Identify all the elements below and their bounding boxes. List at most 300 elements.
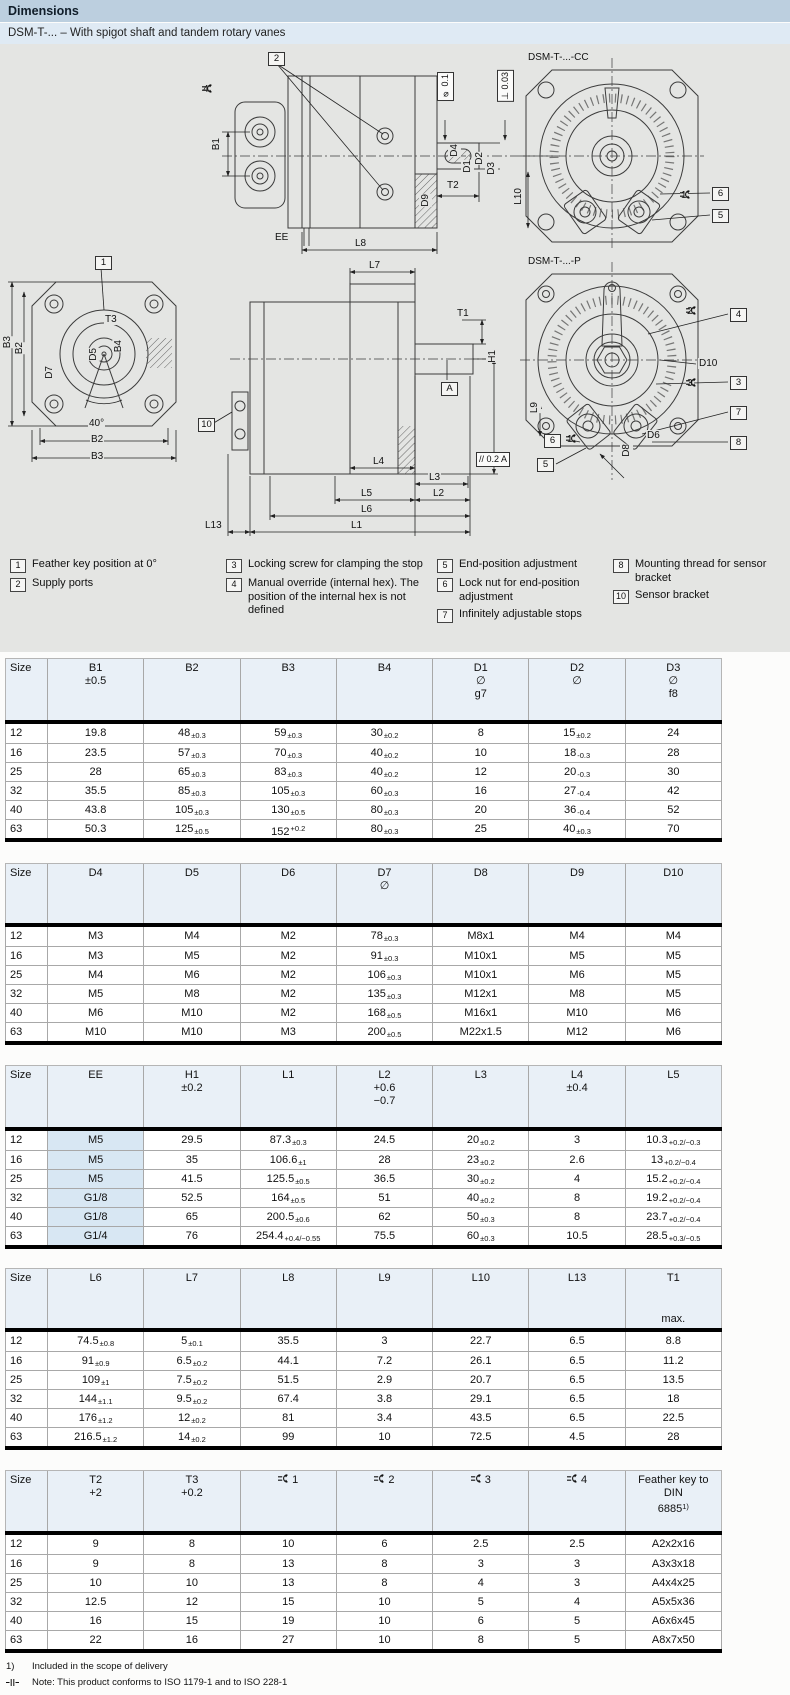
column-header: L13 xyxy=(528,1269,624,1328)
drawing-area xyxy=(0,44,790,652)
table-cell: 12 xyxy=(10,1538,23,1550)
table-cell: 8.8 xyxy=(625,1332,721,1351)
column-header: D8 xyxy=(432,864,528,923)
table-cell: M10 xyxy=(528,1004,624,1022)
legend-item-2 xyxy=(10,577,215,592)
table-cell: 25 xyxy=(10,1173,23,1185)
table-cell: 28 xyxy=(625,1428,721,1446)
legend-column xyxy=(226,558,424,622)
table-row xyxy=(5,984,722,1003)
table-cell: M6 xyxy=(47,1004,143,1022)
legend-item-8 xyxy=(613,558,781,585)
table-cell: 43.5 xyxy=(432,1409,528,1427)
legend-item-4 xyxy=(226,577,424,618)
table-cell: M10 xyxy=(143,1023,239,1041)
legend-number: 1 xyxy=(10,559,26,573)
column-header: D7 ∅ xyxy=(336,864,432,923)
table-cell: 25 xyxy=(10,1374,23,1386)
table-cell: 27 xyxy=(240,1631,336,1649)
table-cell: 125±0.5 xyxy=(143,820,239,838)
table-cell: 106±0.3 xyxy=(336,966,432,984)
wrench-icon xyxy=(278,1474,290,1483)
table-cell: 26.1 xyxy=(432,1352,528,1370)
table-cell: 2.6 xyxy=(528,1151,624,1169)
table-cell: 109±1 xyxy=(47,1371,143,1389)
table-cell: 4 xyxy=(528,1593,624,1611)
drawing-label-L8: L8 xyxy=(355,238,367,249)
column-header: D10 xyxy=(625,864,721,923)
table-cell: 35.5 xyxy=(240,1332,336,1351)
table-cell: 16 xyxy=(10,1355,23,1367)
table-cell: 22.5 xyxy=(625,1409,721,1427)
table-cell: 63 xyxy=(10,1230,23,1242)
column-header: Size xyxy=(10,1272,32,1284)
page-title: Dimensions xyxy=(0,0,790,22)
column-header: L1 xyxy=(240,1066,336,1127)
table-row xyxy=(5,800,722,819)
table-row xyxy=(5,1150,722,1169)
table-cell: 4.5 xyxy=(528,1428,624,1446)
table-cell: M3 xyxy=(47,947,143,965)
callout-box-7: 7 xyxy=(730,406,747,420)
table-bottom-rule xyxy=(5,1446,722,1450)
table-row xyxy=(5,1630,722,1649)
table-cell: 32 xyxy=(10,785,23,797)
table-cell: A5x5x36 xyxy=(625,1593,721,1611)
table-cell: 99 xyxy=(240,1428,336,1446)
table-cell: 8 xyxy=(528,1208,624,1226)
table-cell: M8 xyxy=(143,985,239,1003)
table-cell: 12.5 xyxy=(47,1593,143,1611)
table-cell: 2.9 xyxy=(336,1371,432,1389)
drawing-label-B1: B1 xyxy=(211,138,222,151)
table-cell: 3 xyxy=(528,1574,624,1592)
table-cell: 8 xyxy=(432,724,528,743)
column-header: 4 xyxy=(528,1471,624,1531)
table-cell: 52.5 xyxy=(143,1189,239,1207)
legend-number: 5 xyxy=(437,559,453,573)
dim-table-T2-featherkey xyxy=(5,1470,722,1653)
table-cell: 13.5 xyxy=(625,1371,721,1389)
table-cell: 36.5 xyxy=(336,1170,432,1188)
table-bottom-rule xyxy=(5,1245,722,1249)
subtitle: DSM-T-... – With spigot shaft and tandem rotary vanes xyxy=(0,23,790,44)
drawing-label-B4: B4 xyxy=(113,340,124,353)
drawing-label-B2: B2 xyxy=(14,342,25,355)
table-cell: 144±1.1 xyxy=(47,1390,143,1408)
wrench-icon xyxy=(471,1474,483,1483)
wrench-icon xyxy=(374,1474,386,1483)
drawing-label-T2: T2 xyxy=(447,180,459,191)
table-cell: 8 xyxy=(336,1555,432,1573)
drawing-label-D2: D2 xyxy=(474,152,485,165)
table-cell: 59±0.3 xyxy=(240,724,336,743)
table-cell: 16 xyxy=(10,1558,23,1570)
dim-table-B-D3 xyxy=(5,658,722,842)
table-cell: M10x1 xyxy=(432,947,528,965)
table-cell: M4 xyxy=(143,927,239,946)
table-cell: 105±0.3 xyxy=(240,782,336,800)
callout-box-5: 5 xyxy=(712,209,729,223)
table-cell: 2.5 xyxy=(528,1535,624,1554)
table-cell: 70 xyxy=(625,820,721,838)
wrench-icon xyxy=(686,306,698,315)
table-row xyxy=(5,1207,722,1226)
table-cell: 85±0.3 xyxy=(143,782,239,800)
dim-table-EE-L5 xyxy=(5,1065,722,1249)
table-cell: 9 xyxy=(47,1555,143,1573)
table-cell: 8 xyxy=(143,1535,239,1554)
column-header: H1 ±0.2 xyxy=(143,1066,239,1127)
table-cell: M2 xyxy=(240,966,336,984)
legend-column xyxy=(10,558,215,596)
legend-text: End-position adjustment xyxy=(459,558,578,570)
table-cell: 60±0.3 xyxy=(432,1227,528,1245)
column-header: B3 xyxy=(240,659,336,720)
table-cell: 2.5 xyxy=(432,1535,528,1554)
column-header: L10 xyxy=(432,1269,528,1328)
column-header: D6 xyxy=(240,864,336,923)
table-cell: $152^{+0.2}$ xyxy=(240,820,336,838)
table-cell: 7.5±0.2 xyxy=(143,1371,239,1389)
legend-number: 10 xyxy=(613,590,629,604)
table-row xyxy=(5,1611,722,1630)
drawing-label-D4: D4 xyxy=(449,144,460,157)
drawing-label-L2: L2 xyxy=(433,488,445,499)
wrench-label-1: 1 xyxy=(566,434,574,445)
table-cell: 40 xyxy=(10,1007,23,1019)
table-cell: 76 xyxy=(143,1227,239,1245)
table-cell: 10.5 xyxy=(528,1227,624,1245)
table-cell: 75.5 xyxy=(336,1227,432,1245)
table-row xyxy=(5,1351,722,1370)
drawing-label-D7: D7 xyxy=(44,366,55,379)
table-cell: M5 xyxy=(528,947,624,965)
table-cell: 6.5 xyxy=(528,1352,624,1370)
table-cell: 15.2+0.2/−0.4 xyxy=(625,1170,721,1188)
legend-text: Supply ports xyxy=(32,577,94,589)
wrench-label-3: 3 xyxy=(686,378,694,389)
table-cell: 8 xyxy=(528,1189,624,1207)
drawing-label-L3: L3 xyxy=(429,472,441,483)
legend-number: 8 xyxy=(613,559,629,573)
table-cell: 4 xyxy=(432,1574,528,1592)
callout-box-6: 6 xyxy=(712,187,729,201)
drawing-label-B3: B3 xyxy=(2,336,13,349)
table-cell: 3.8 xyxy=(336,1390,432,1408)
table-cell: 25 xyxy=(10,766,23,778)
table-row xyxy=(5,762,722,781)
column-header: L8 xyxy=(240,1269,336,1328)
table-cell: M2 xyxy=(240,927,336,946)
table-cell: 50±0.3 xyxy=(432,1208,528,1226)
legend-number: 7 xyxy=(437,609,453,623)
column-header: T3 +0.2 xyxy=(143,1471,239,1531)
table-cell: G1/8 xyxy=(47,1208,143,1226)
table-cell: 28 xyxy=(625,744,721,762)
table-cell: 105±0.3 xyxy=(143,801,239,819)
drawing-label-B3: B3 xyxy=(91,451,104,462)
table-row xyxy=(5,1226,722,1245)
column-header: Size xyxy=(10,1069,32,1081)
table-bottom-rule xyxy=(5,838,722,842)
table-cell: 15±0.2 xyxy=(528,724,624,743)
column-header: L2 +0.6 −0.7 xyxy=(336,1066,432,1127)
drawing-label-L4: L4 xyxy=(373,456,385,467)
table-cell: A3x3x18 xyxy=(625,1555,721,1573)
table-cell: 6.5 xyxy=(528,1409,624,1427)
table-cell: 72.5 xyxy=(432,1428,528,1446)
table-cell: 24 xyxy=(625,724,721,743)
column-header: D9 xyxy=(528,864,624,923)
table-cell: A4x4x25 xyxy=(625,1574,721,1592)
table-cell: 22.7 xyxy=(432,1332,528,1351)
table-row xyxy=(5,927,722,946)
table-cell: M5 xyxy=(47,1131,143,1150)
callout-box-⌀ 0.1: ⌀ 0.1 xyxy=(437,72,454,101)
table-cell: 5±0.1 xyxy=(143,1332,239,1351)
table-cell: M10 xyxy=(47,1023,143,1041)
column-header: T2 +2 xyxy=(47,1471,143,1531)
table-cell: 43.8 xyxy=(47,801,143,819)
table-cell: 106.6±1 xyxy=(240,1151,336,1169)
table-header-row xyxy=(5,1470,722,1531)
table-cell: 25 xyxy=(432,820,528,838)
table-header-row xyxy=(5,1268,722,1328)
table-cell: 125.5±0.5 xyxy=(240,1170,336,1188)
table-cell: 29.1 xyxy=(432,1390,528,1408)
column-header: 3 xyxy=(432,1471,528,1531)
table-cell: 35.5 xyxy=(47,782,143,800)
legend-column xyxy=(437,558,602,627)
legend-number: 2 xyxy=(10,578,26,592)
drawing-label-L7: L7 xyxy=(369,260,381,271)
table-cell: 81 xyxy=(240,1409,336,1427)
legend-item-7 xyxy=(437,608,602,623)
table-cell: G1/4 xyxy=(47,1227,143,1245)
legend-item-6 xyxy=(437,577,602,604)
table-cell: 3 xyxy=(528,1131,624,1150)
column-header: D1 ∅ g7 xyxy=(432,659,528,720)
table-cell: M8x1 xyxy=(432,927,528,946)
table-cell: 4 xyxy=(528,1170,624,1188)
table-cell: 65±0.3 xyxy=(143,763,239,781)
table-cell: M10 xyxy=(143,1004,239,1022)
table-cell: 14±0.2 xyxy=(143,1428,239,1446)
footnote xyxy=(6,1676,287,1689)
table-cell: 87.3±0.3 xyxy=(240,1131,336,1150)
column-header: L5 xyxy=(625,1066,721,1127)
table-cell: 135±0.3 xyxy=(336,985,432,1003)
table-cell: 5 xyxy=(432,1593,528,1611)
table-cell: 9 xyxy=(47,1535,143,1554)
table-cell: 60±0.3 xyxy=(336,782,432,800)
table-cell: 32 xyxy=(10,988,23,1000)
table-cell: 20-0.3 xyxy=(528,763,624,781)
callout-box-2: 2 xyxy=(268,52,285,66)
table-cell: 35 xyxy=(143,1151,239,1169)
legend-text: Mounting thread for sensor bracket xyxy=(635,558,767,584)
table-cell: M8 xyxy=(528,985,624,1003)
wrench-icon xyxy=(686,378,698,387)
callout-box-3: 3 xyxy=(730,376,747,390)
table-cell: 9.5±0.2 xyxy=(143,1390,239,1408)
table-cell: M12 xyxy=(528,1023,624,1041)
table-cell: 3 xyxy=(336,1332,432,1351)
table-cell: 63 xyxy=(10,1026,23,1038)
table-cell: 29.5 xyxy=(143,1131,239,1150)
table-cell: M5 xyxy=(47,1170,143,1188)
table-cell: 30 xyxy=(625,763,721,781)
drawing-label-L13: L13 xyxy=(205,520,222,531)
column-header: Size xyxy=(10,867,32,879)
table-cell: 130±0.5 xyxy=(240,801,336,819)
table-cell: 216.5±1.2 xyxy=(47,1428,143,1446)
table-cell: 91±0.3 xyxy=(336,947,432,965)
table-bottom-rule xyxy=(5,1649,722,1653)
table-cell: 8 xyxy=(336,1574,432,1592)
table-row xyxy=(5,1332,722,1351)
table-cell: M10x1 xyxy=(432,966,528,984)
table-cell: M6 xyxy=(143,966,239,984)
drawing-label-L5: L5 xyxy=(361,488,373,499)
table-cell: 30±0.2 xyxy=(432,1170,528,1188)
drawing-label-L6: L6 xyxy=(361,504,373,515)
table-cell: G1/8 xyxy=(47,1189,143,1207)
column-header: L3 xyxy=(432,1066,528,1127)
table-cell: 3 xyxy=(432,1555,528,1573)
column-header: L9 xyxy=(336,1269,432,1328)
legend-text: Locking screw for clamping the stop xyxy=(248,558,423,570)
table-cell: 57±0.3 xyxy=(143,744,239,762)
table-cell: 63 xyxy=(10,1431,23,1443)
drawing-label-DSM-T-...-P: DSM-T-...-P xyxy=(528,256,581,267)
footnote-marker: 1) xyxy=(6,1661,15,1672)
legend-number: 6 xyxy=(437,578,453,592)
technical-drawing xyxy=(0,44,790,558)
table-cell: 40 xyxy=(10,804,23,816)
table-cell: 10 xyxy=(336,1631,432,1649)
table-cell: 40±0.2 xyxy=(336,744,432,762)
drawing-label-H1: H1 xyxy=(487,350,498,363)
drawing-label-L10: L10 xyxy=(513,188,524,205)
table-cell: 19 xyxy=(240,1612,336,1630)
table-cell: 10 xyxy=(47,1574,143,1592)
table-row xyxy=(5,743,722,762)
table-cell: 28 xyxy=(336,1151,432,1169)
table-cell: 32 xyxy=(10,1192,23,1204)
table-cell: 13 xyxy=(240,1555,336,1573)
table-cell: 30±0.2 xyxy=(336,724,432,743)
table-cell: 28.5+0.3/−0.5 xyxy=(625,1227,721,1245)
drawing-label-T3: T3 xyxy=(105,314,117,325)
table-cell: 65 xyxy=(143,1208,239,1226)
legend-text: Manual override (internal hex). The position of the internal hex is not defined xyxy=(248,577,419,616)
wrench-icon xyxy=(202,84,214,93)
table-row xyxy=(5,1554,722,1573)
table-cell: 23.7+0.2/−0.4 xyxy=(625,1208,721,1226)
table-cell: 10 xyxy=(336,1593,432,1611)
table-row xyxy=(5,1370,722,1389)
table-cell: 6.5 xyxy=(528,1390,624,1408)
table-row xyxy=(5,1408,722,1427)
table-cell: 6.5±0.2 xyxy=(143,1352,239,1370)
legend-item-3 xyxy=(226,558,424,573)
callout-box-6: 6 xyxy=(544,434,561,448)
column-header: L4 ±0.4 xyxy=(528,1066,624,1127)
table-cell: 36-0.4 xyxy=(528,801,624,819)
table-cell: 16 xyxy=(10,950,23,962)
table-row xyxy=(5,1573,722,1592)
table-cell: M5 xyxy=(625,985,721,1003)
drawing-label-L1: L1 xyxy=(351,520,363,531)
table-cell: 63 xyxy=(10,823,23,835)
table-cell: 16 xyxy=(143,1631,239,1649)
table-cell: 12 xyxy=(10,727,23,739)
table-cell: 67.4 xyxy=(240,1390,336,1408)
table-cell: 6.5 xyxy=(528,1332,624,1351)
table-cell: 15 xyxy=(240,1593,336,1611)
drawing-label-DSM-T-...-CC: DSM-T-...-CC xyxy=(528,52,589,63)
drawing-label-D10: D10 xyxy=(699,358,718,369)
table-cell: 22 xyxy=(47,1631,143,1649)
legend-text: Infinitely adjustable stops xyxy=(459,608,582,620)
callout-box-⊥ 0.03: ⊥ 0.03 xyxy=(497,70,514,102)
table-cell: 254.4+0.4/−0.55 xyxy=(240,1227,336,1245)
legend-text: Lock nut for end-position adjustment xyxy=(459,577,580,603)
table-cell: 19.2+0.2/−0.4 xyxy=(625,1189,721,1207)
table-row xyxy=(5,1592,722,1611)
wrench-icon xyxy=(566,434,578,443)
table-cell: 8 xyxy=(143,1555,239,1573)
column-header: Size xyxy=(10,662,32,674)
legend-number: 3 xyxy=(226,559,242,573)
table-cell: 52 xyxy=(625,801,721,819)
callout-box-4: 4 xyxy=(730,308,747,322)
table-cell: 13 xyxy=(240,1574,336,1592)
table-cell: 70±0.3 xyxy=(240,744,336,762)
table-cell: 51.5 xyxy=(240,1371,336,1389)
table-row xyxy=(5,946,722,965)
table-cell: 40±0.3 xyxy=(528,820,624,838)
table-cell: 91±0.9 xyxy=(47,1352,143,1370)
table-cell: 200.5±0.6 xyxy=(240,1208,336,1226)
table-cell: M2 xyxy=(240,947,336,965)
drawing-label-D6: D6 xyxy=(647,430,660,441)
table-row xyxy=(5,1131,722,1150)
table-cell: 78±0.3 xyxy=(336,927,432,946)
drawing-label-D5: D5 xyxy=(88,348,99,361)
wrench-label-1: 1 xyxy=(680,190,688,201)
table-cell: 12 xyxy=(10,930,23,942)
table-row xyxy=(5,1169,722,1188)
table-row xyxy=(5,1003,722,1022)
table-header-row xyxy=(5,863,722,923)
table-cell: 28 xyxy=(47,763,143,781)
table-cell: 80±0.3 xyxy=(336,801,432,819)
fitting-icon xyxy=(6,1676,32,1689)
table-cell: M5 xyxy=(47,985,143,1003)
column-header: 1 xyxy=(240,1471,336,1531)
table-cell: 40±0.2 xyxy=(336,763,432,781)
table-row xyxy=(5,819,722,838)
column-header: T1 max. xyxy=(625,1269,721,1328)
table-cell: A2x2x16 xyxy=(625,1535,721,1554)
table-cell: M6 xyxy=(625,1023,721,1041)
legend-number: 4 xyxy=(226,578,242,592)
legend-column xyxy=(613,558,781,608)
table-row xyxy=(5,1188,722,1207)
